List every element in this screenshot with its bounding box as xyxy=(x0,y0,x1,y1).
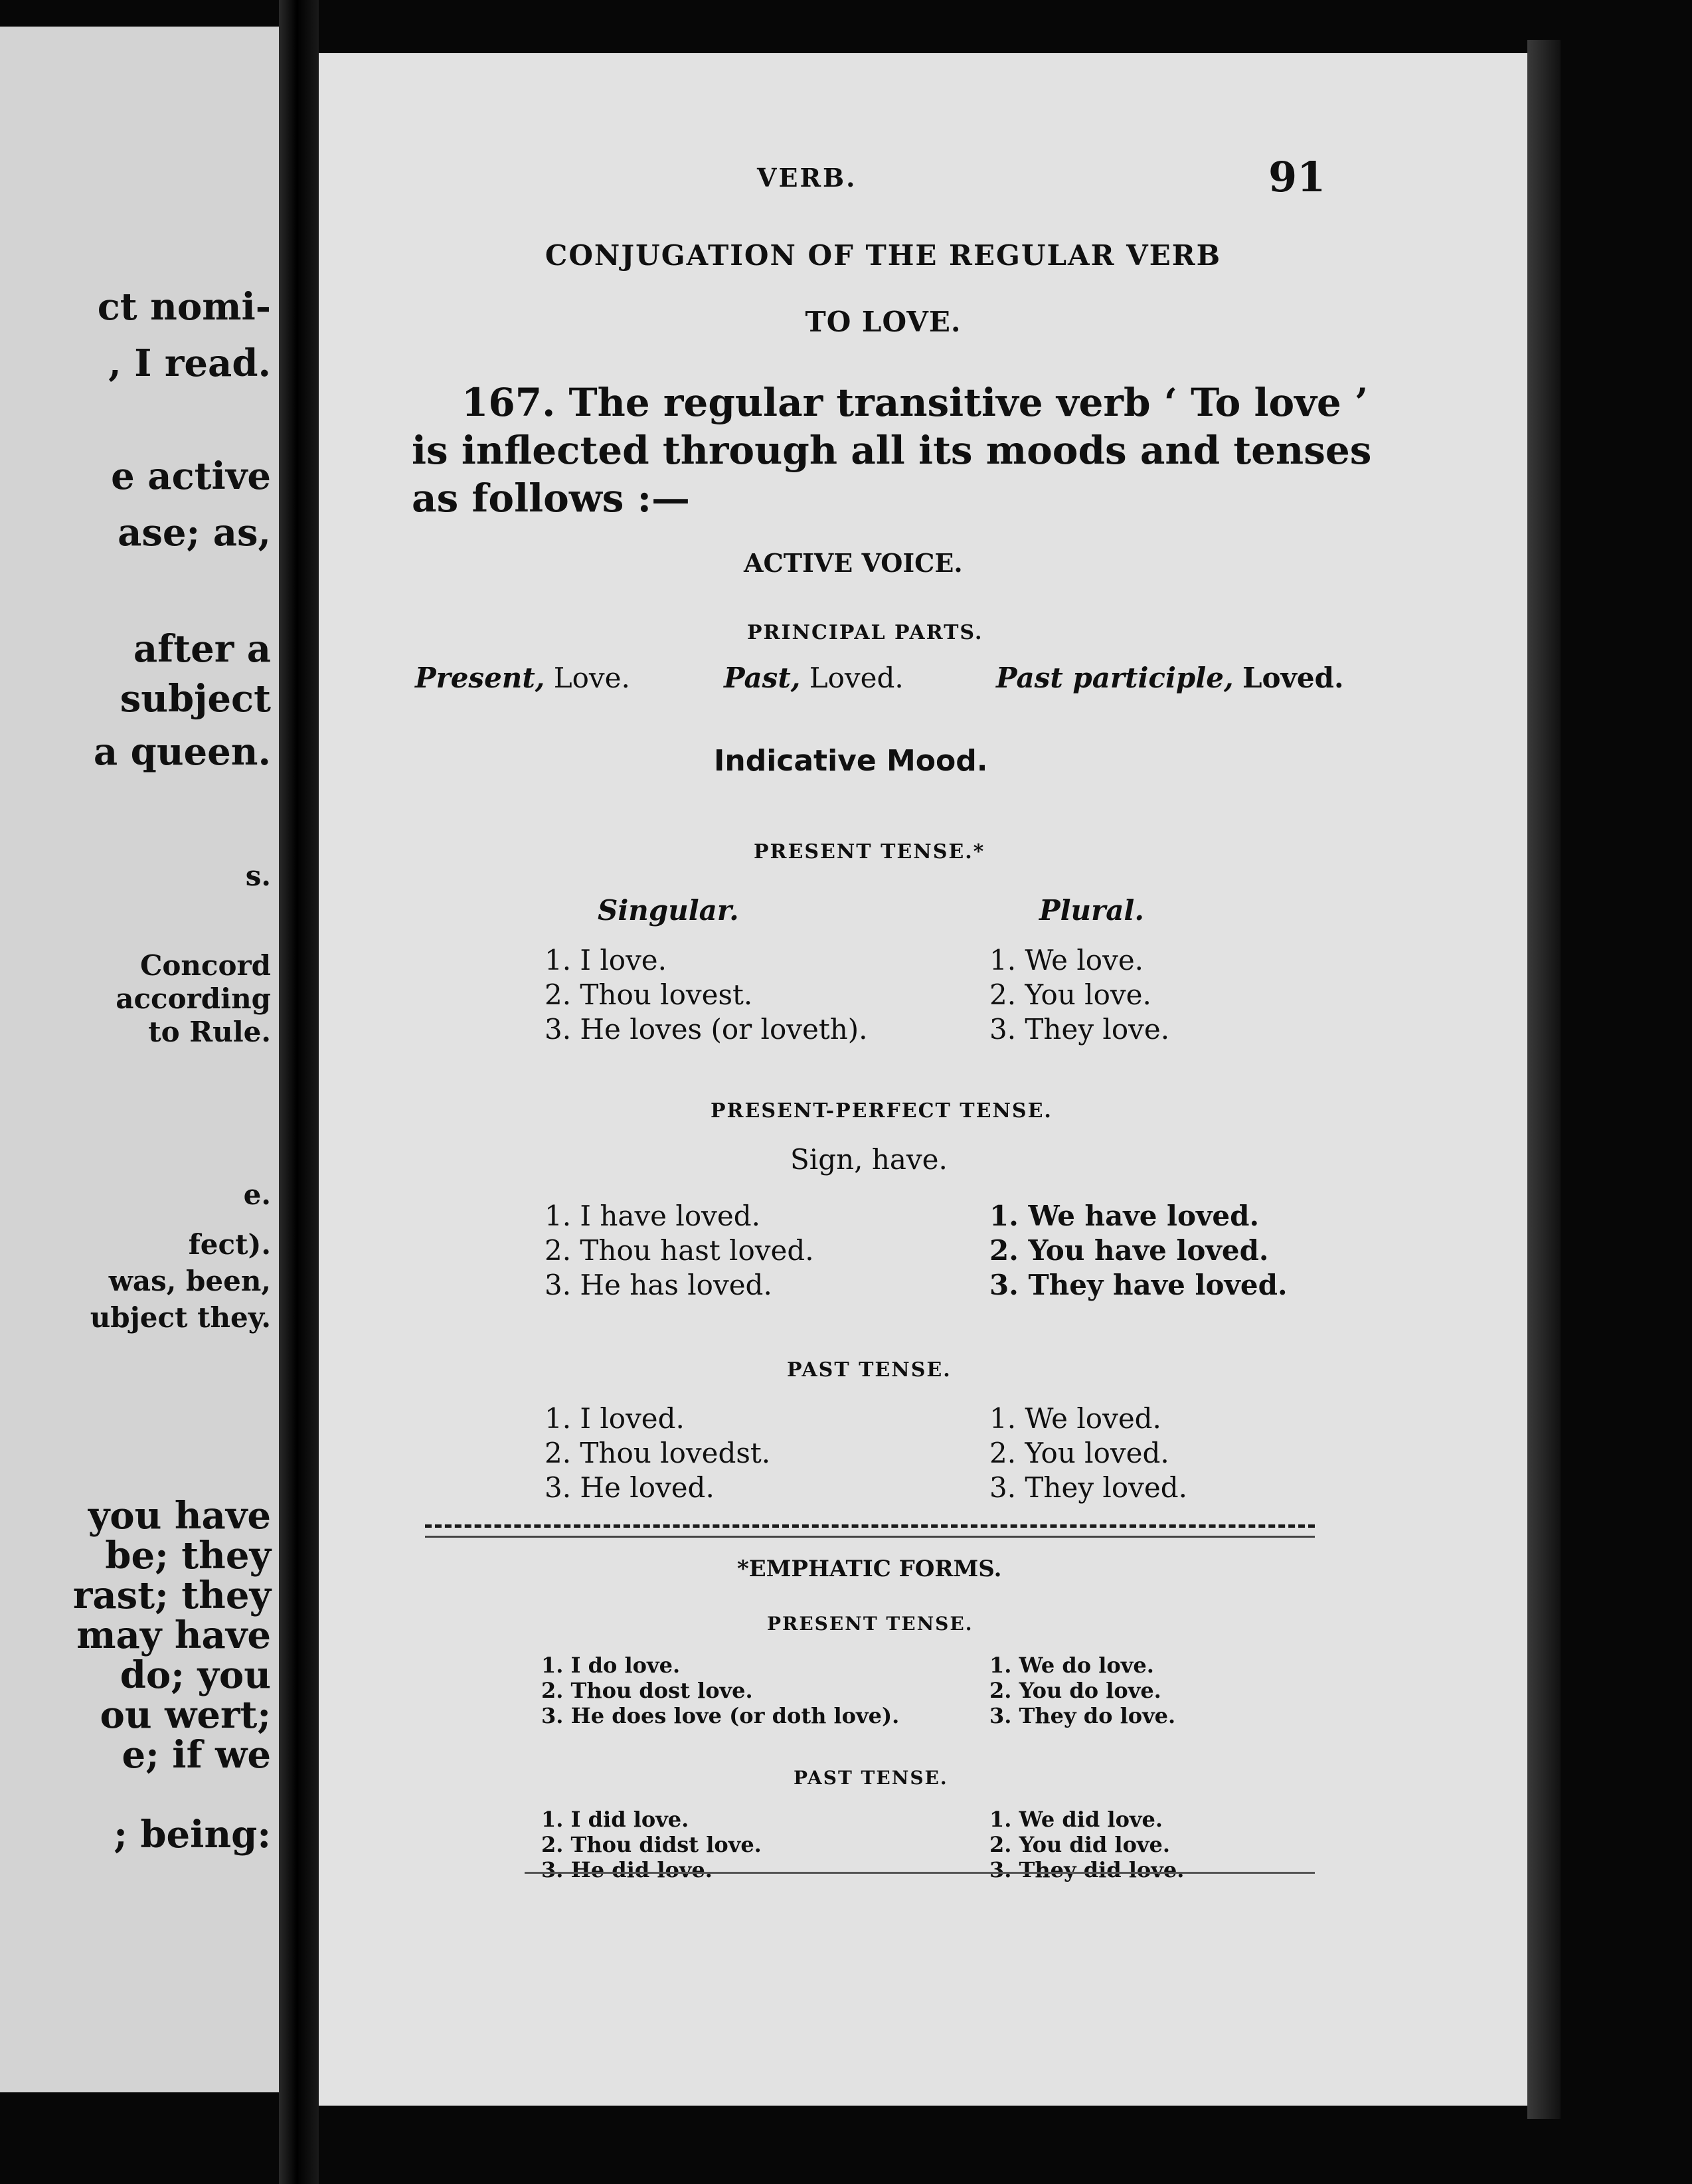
left-page-fragment: to Rule. xyxy=(148,1016,271,1048)
left-page-fragment: Concord xyxy=(139,949,271,982)
list-item: 1. I have loved. xyxy=(545,1200,760,1232)
paragraph-line-1: 167. The regular transitive verb ‘ To love ’ xyxy=(462,380,1369,425)
left-page-fragment: you have xyxy=(88,1494,271,1538)
present-value: Love. xyxy=(553,662,630,694)
left-page-fragment: e; if we xyxy=(122,1733,271,1777)
list-item: 1. We did love. xyxy=(989,1807,1163,1832)
voice-heading: ACTIVE VOICE. xyxy=(744,548,963,578)
left-page-fragment: ubject they. xyxy=(90,1301,271,1334)
list-item: 3. They have loved. xyxy=(989,1269,1288,1301)
page-number: 91 xyxy=(1268,153,1326,201)
principal-parts-heading: PRINCIPAL PARTS. xyxy=(747,621,983,644)
list-item: 1. I love. xyxy=(545,944,667,976)
participle-value: Loved. xyxy=(1242,662,1344,694)
singular-label: Singular. xyxy=(598,894,739,927)
verb-title: TO LOVE. xyxy=(805,306,962,338)
list-item: 3. They love. xyxy=(989,1013,1170,1046)
list-item: 3. He has loved. xyxy=(545,1269,772,1301)
list-item: 2. You love. xyxy=(989,978,1151,1011)
left-page-fragment: ase; as, xyxy=(118,511,271,555)
list-item: 2. You do love. xyxy=(989,1678,1161,1703)
left-page-fragment: e active xyxy=(111,454,271,498)
present-perfect-heading: PRESENT-PERFECT TENSE. xyxy=(711,1099,1053,1123)
list-item: 3. He loves (or loveth). xyxy=(545,1013,868,1046)
left-page-fragment: subject xyxy=(120,677,271,721)
left-page-fragment: after a xyxy=(133,627,271,671)
list-item: 1. I do love. xyxy=(541,1653,681,1678)
list-item: 2. You did love. xyxy=(989,1832,1170,1857)
left-page-fragment: ou wert; xyxy=(100,1693,271,1737)
list-item: 2. Thou didst love. xyxy=(541,1832,762,1857)
list-item: 2. Thou lovest. xyxy=(545,978,753,1011)
list-item: 3. They loved. xyxy=(989,1471,1187,1504)
left-page-fragment: according xyxy=(116,982,271,1015)
left-page-fragment: be; they xyxy=(105,1534,271,1578)
left-page xyxy=(0,27,283,2092)
emphatic-present-plural-list xyxy=(989,1653,1175,1728)
participle-label: Past participle, xyxy=(996,662,1234,694)
present-singular-list xyxy=(545,943,868,1047)
left-page-fragment: was, been, xyxy=(108,1265,271,1297)
plural-label: Plural. xyxy=(1039,894,1144,927)
list-item: 2. Thou hast loved. xyxy=(545,1234,814,1267)
present-perfect-singular-list xyxy=(545,1199,814,1303)
list-item: 2. Thou dost love. xyxy=(541,1678,753,1703)
running-head: VERB. xyxy=(757,163,857,193)
left-page-fragment: rast; they xyxy=(72,1574,271,1617)
list-item: 2. You have loved. xyxy=(989,1234,1269,1267)
list-item: 1. We have loved. xyxy=(989,1200,1260,1232)
right-page xyxy=(319,53,1527,2106)
list-item: 3. They do love. xyxy=(989,1703,1176,1728)
present-plural-list xyxy=(989,943,1169,1047)
principal-part-present xyxy=(415,661,630,695)
list-item: 1. We loved. xyxy=(989,1402,1161,1435)
principal-part-participle xyxy=(996,661,1344,695)
present-tense-heading: PRESENT TENSE.* xyxy=(754,840,985,864)
present-perfect-sign: Sign, have. xyxy=(790,1143,948,1176)
footnote-rule xyxy=(525,1872,1315,1874)
present-label: Present, xyxy=(415,662,545,694)
mood-heading: Indicative Mood. xyxy=(714,744,988,778)
list-item: 3. He did love. xyxy=(541,1857,713,1882)
emphatic-present-heading: PRESENT TENSE. xyxy=(767,1613,973,1635)
list-item: 1. We do love. xyxy=(989,1653,1154,1678)
list-item: 2. Thou lovedst. xyxy=(545,1437,771,1469)
list-item: 1. We love. xyxy=(989,944,1144,976)
section-divider-thin xyxy=(425,1536,1315,1538)
left-page-fragment: fect). xyxy=(188,1228,271,1261)
past-plural-list xyxy=(989,1402,1187,1505)
list-item: 3. He does love (or doth love). xyxy=(541,1703,900,1728)
left-page-fragment: e. xyxy=(243,1178,271,1211)
chapter-title: CONJUGATION OF THE REGULAR VERB xyxy=(545,239,1222,272)
paragraph-line-2: is inflected through all its moods and tenses xyxy=(412,428,1372,473)
emphatic-past-singular-list xyxy=(541,1807,762,1882)
emphatic-present-singular-list xyxy=(541,1653,899,1728)
left-page-fragment: do; you xyxy=(120,1653,271,1697)
past-tense-heading: PAST TENSE. xyxy=(787,1358,952,1382)
list-item: 2. You loved. xyxy=(989,1437,1169,1469)
page-edge xyxy=(1527,40,1561,2119)
emphatic-past-plural-list xyxy=(989,1807,1184,1882)
list-item: 1. I loved. xyxy=(545,1402,685,1435)
principal-part-past xyxy=(724,661,904,695)
past-singular-list xyxy=(545,1402,770,1505)
past-value: Loved. xyxy=(809,662,904,694)
past-label: Past, xyxy=(724,662,801,694)
left-page-fragment: a queen. xyxy=(93,730,271,774)
book-gutter xyxy=(279,0,319,2184)
paragraph-line-3: as follows :— xyxy=(412,476,690,521)
emphatic-forms-heading: *EMPHATIC FORMS. xyxy=(737,1556,1002,1582)
emphatic-past-heading: PAST TENSE. xyxy=(794,1767,948,1789)
section-divider xyxy=(425,1524,1315,1528)
list-item: 1. I did love. xyxy=(541,1807,689,1832)
left-page-fragment: s. xyxy=(245,860,271,892)
list-item: 3. They did love. xyxy=(989,1857,1185,1882)
left-page-fragment: ; being: xyxy=(114,1813,271,1857)
left-page-fragment: ct nomi- xyxy=(97,285,271,329)
left-page-fragment: may have xyxy=(76,1613,271,1657)
list-item: 3. He loved. xyxy=(545,1471,715,1504)
present-perfect-plural-list xyxy=(989,1199,1288,1303)
left-page-fragment: , I read. xyxy=(108,341,271,385)
